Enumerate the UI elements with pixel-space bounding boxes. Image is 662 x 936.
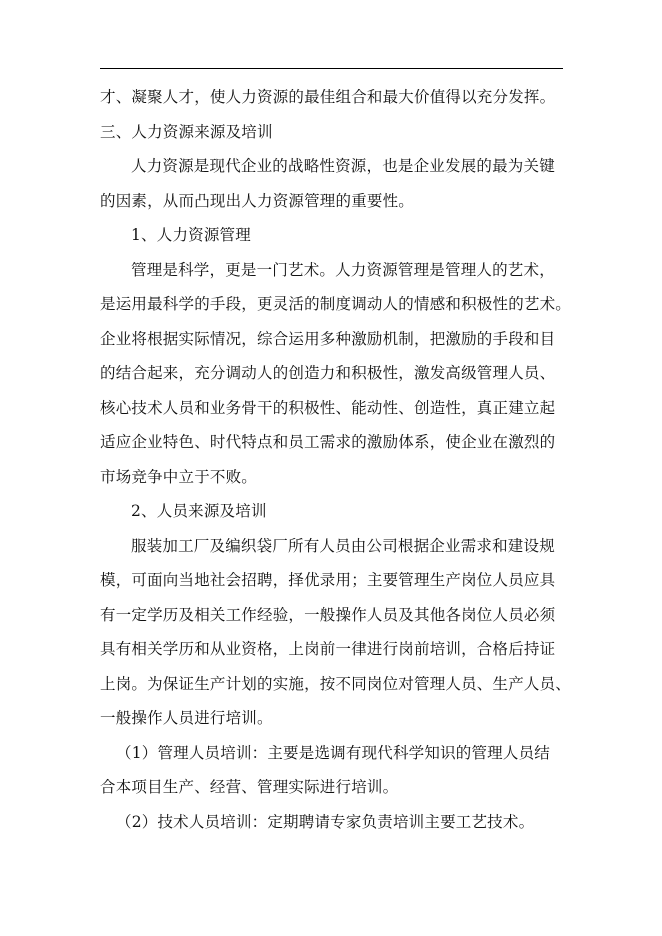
text-line: 企业将根据实际情况，综合运用多种激励机制，把激励的手段和目 bbox=[100, 329, 556, 348]
text-line: 具有相关学历和从业资格，上岗前一律进行岗前培训，合格后持证 bbox=[100, 640, 556, 658]
document-body bbox=[100, 80, 570, 839]
text-line: 核心技术人员和业务骨干的积极性、能动性、创造性，真正建立起 bbox=[100, 398, 556, 417]
text-line: 的因素，从而凸现出人力资源管理的重要性。 bbox=[100, 191, 415, 210]
text-line: 一般操作人员进行培训。 bbox=[100, 709, 273, 727]
text-line: 的结合起来，充分调动人的创造力和积极性，激发高级管理人员、 bbox=[100, 364, 556, 382]
text-line: 适应企业特色、时代特点和员工需求的激励体系，使企业在激烈的 bbox=[100, 433, 556, 451]
subsection-heading: 1、人力资源管理 bbox=[131, 226, 251, 244]
text-line: 有一定学历及相关工作经验，一般操作人员及其他各岗位人员必须 bbox=[100, 605, 556, 624]
text-line: 才、凝聚人才，使人力资源的最佳组合和最大价值得以充分发挥。 bbox=[100, 88, 556, 106]
text-line: 合本项目生产、经营、管理实际进行培训。 bbox=[100, 778, 399, 796]
section-heading: 三、人力资源来源及培训 bbox=[100, 122, 273, 141]
text-line: 服装加工厂及编织袋厂所有人员由公司根据企业需求和建设规 bbox=[131, 536, 555, 555]
list-item: （1）管理人员培训：主要是选调有现代科学知识的管理人员结 bbox=[116, 743, 550, 762]
text-line: 市场竞争中立于不败。 bbox=[100, 467, 258, 486]
text-line: 模，可面向当地社会招聘，择优录用；主要管理生产岗位人员应具 bbox=[100, 571, 556, 589]
list-item: （2）技术人员培训：定期聘请专家负责培训主要工艺技术。 bbox=[116, 812, 535, 831]
text-line: 人力资源是现代企业的战略性资源，也是企业发展的最为关键 bbox=[131, 157, 555, 175]
text-line: 管理是科学，更是一门艺术。人力资源管理是管理人的艺术， bbox=[131, 260, 555, 279]
subsection-heading: 2、人员来源及培训 bbox=[131, 502, 267, 520]
text-line: 上岗。为保证生产计划的实施，按不同岗位对管理人员、生产人员、 bbox=[100, 674, 572, 693]
text-line: 是运用最科学的手段，更灵活的制度调动人的情感和积极性的艺术。 bbox=[100, 295, 572, 313]
header-rule bbox=[100, 68, 563, 69]
